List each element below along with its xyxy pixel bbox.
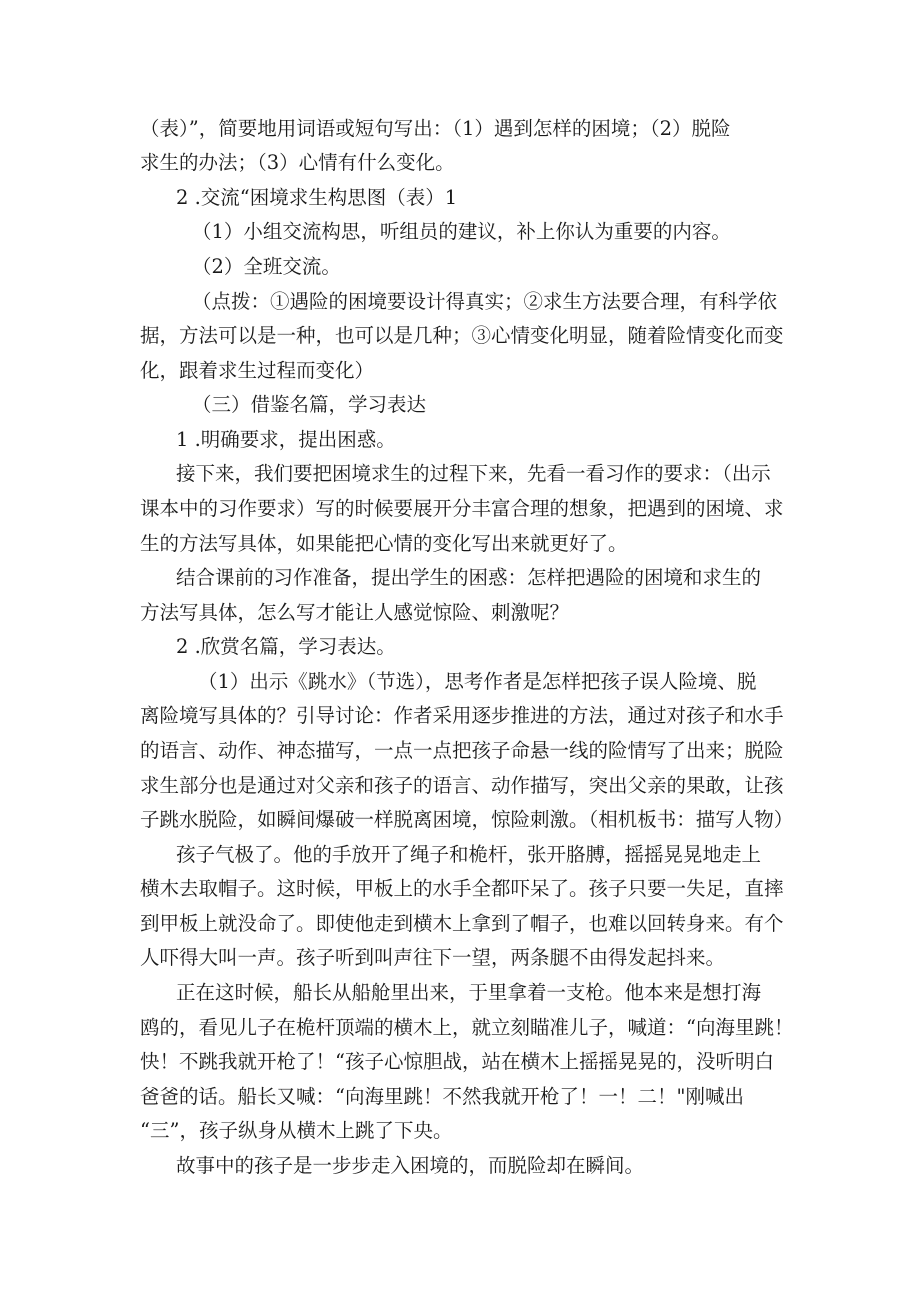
text-line: 方法写具体，怎么写才能让人感觉惊险、刺激呢？: [140, 601, 570, 624]
text-line: 化，跟着求生过程而变化）: [140, 359, 375, 382]
text-line: （点拨：①遇险的困境要设计得真实；②求生方法要合理，有科学依: [192, 290, 778, 313]
text-line: （表）”，简要地用词语或短句写出：（1）遇到怎样的困境；（2）脱险: [140, 117, 731, 140]
text-line: 爸爸的话。船长又喊：“向海里跳！不然我就开枪了！一！二！"刚喊出: [140, 1085, 744, 1108]
section-heading: （三）借鉴名篇，学习表达: [192, 393, 427, 416]
text-line: 横木去取帽子。这时候，甲板上的水手全都吓呆了。孩子只要一失足，直摔: [140, 877, 784, 900]
text-line: 子跳水脱险，如瞬间爆破一样脱离困境，惊险刺激。（相机板书：描写人物）: [140, 808, 794, 831]
text-line: 生的方法写具体，如果能把心情的变化写出来就更好了。: [140, 532, 628, 555]
text-line: （1）出示《跳水》（节选），思考作者是怎样把孩子误人险境、脱: [198, 670, 757, 693]
text-line: 求生的办法；（3）心情有什么变化。: [140, 151, 455, 174]
text-line: 人吓得大叫一声。孩子听到叫声往下一望，两条腿不由得发起抖来。: [140, 946, 726, 969]
text-line: 到甲板上就没命了。即使他走到横木上拿到了帽子，也难以回转身来。有个: [140, 912, 784, 935]
list-item: （2）全班交流。: [192, 255, 341, 278]
text-line: 求生部分也是通过对父亲和孩子的语言、动作描写，突出父亲的果敢，让孩: [140, 774, 784, 797]
text-line: 故事中的孩子是一步步走入困境的，而脱险却在瞬间。: [176, 1154, 645, 1177]
section-heading: 2 .欣赏名篇，学习表达。: [176, 635, 396, 658]
text-line: 快！不跳我就开枪了！“孩子心惊胆战，站在横木上摇摇晃晃的，没听明白: [140, 1050, 774, 1073]
text-line: 孩子气极了。他的手放开了绳子和桅杆，张开胳膊，摇摇晃晃地走上: [176, 843, 762, 866]
list-item: （1）小组交流构思，听组员的建议，补上你认为重要的内容。: [192, 220, 731, 243]
text-line: “三”，孩子纵身从横木上跳了下央。: [140, 1119, 453, 1142]
text-line: 接下来，我们要把困境求生的过程下来，先看一看习作的要求：（出示: [176, 462, 771, 485]
text-line: 的语言、动作、神态描写，一点一点把孩子命悬一线的险情写了出来；脱险: [140, 739, 784, 762]
text-line: 结合课前的习作准备，提出学生的困惑：怎样把遇险的困境和求生的: [176, 566, 762, 589]
text-line: 据，方法可以是一种，也可以是几种；③心情变化明显，随着险情变化而变: [140, 324, 784, 347]
text-line: 课本中的习作要求）写的时候要展开分丰富合理的想象，把遇到的困境、求: [140, 497, 784, 520]
section-heading: 2 .交流“困境求生构思图（表）1: [176, 186, 458, 209]
text-line: 鸥的，看见儿子在桅杆顶端的横木上，就立刻瞄准儿子，喊道：“向海里跳！: [140, 1016, 794, 1039]
text-line: 正在这时候，船长从船舱里出来，于里拿着一支枪。他本来是想打海: [176, 981, 762, 1004]
text-line: 离险境写具体的？引导讨论：作者采用逐步推进的方法，通过对孩子和水手: [140, 704, 784, 727]
section-heading: 1 .明确要求，提出困惑。: [176, 428, 396, 451]
